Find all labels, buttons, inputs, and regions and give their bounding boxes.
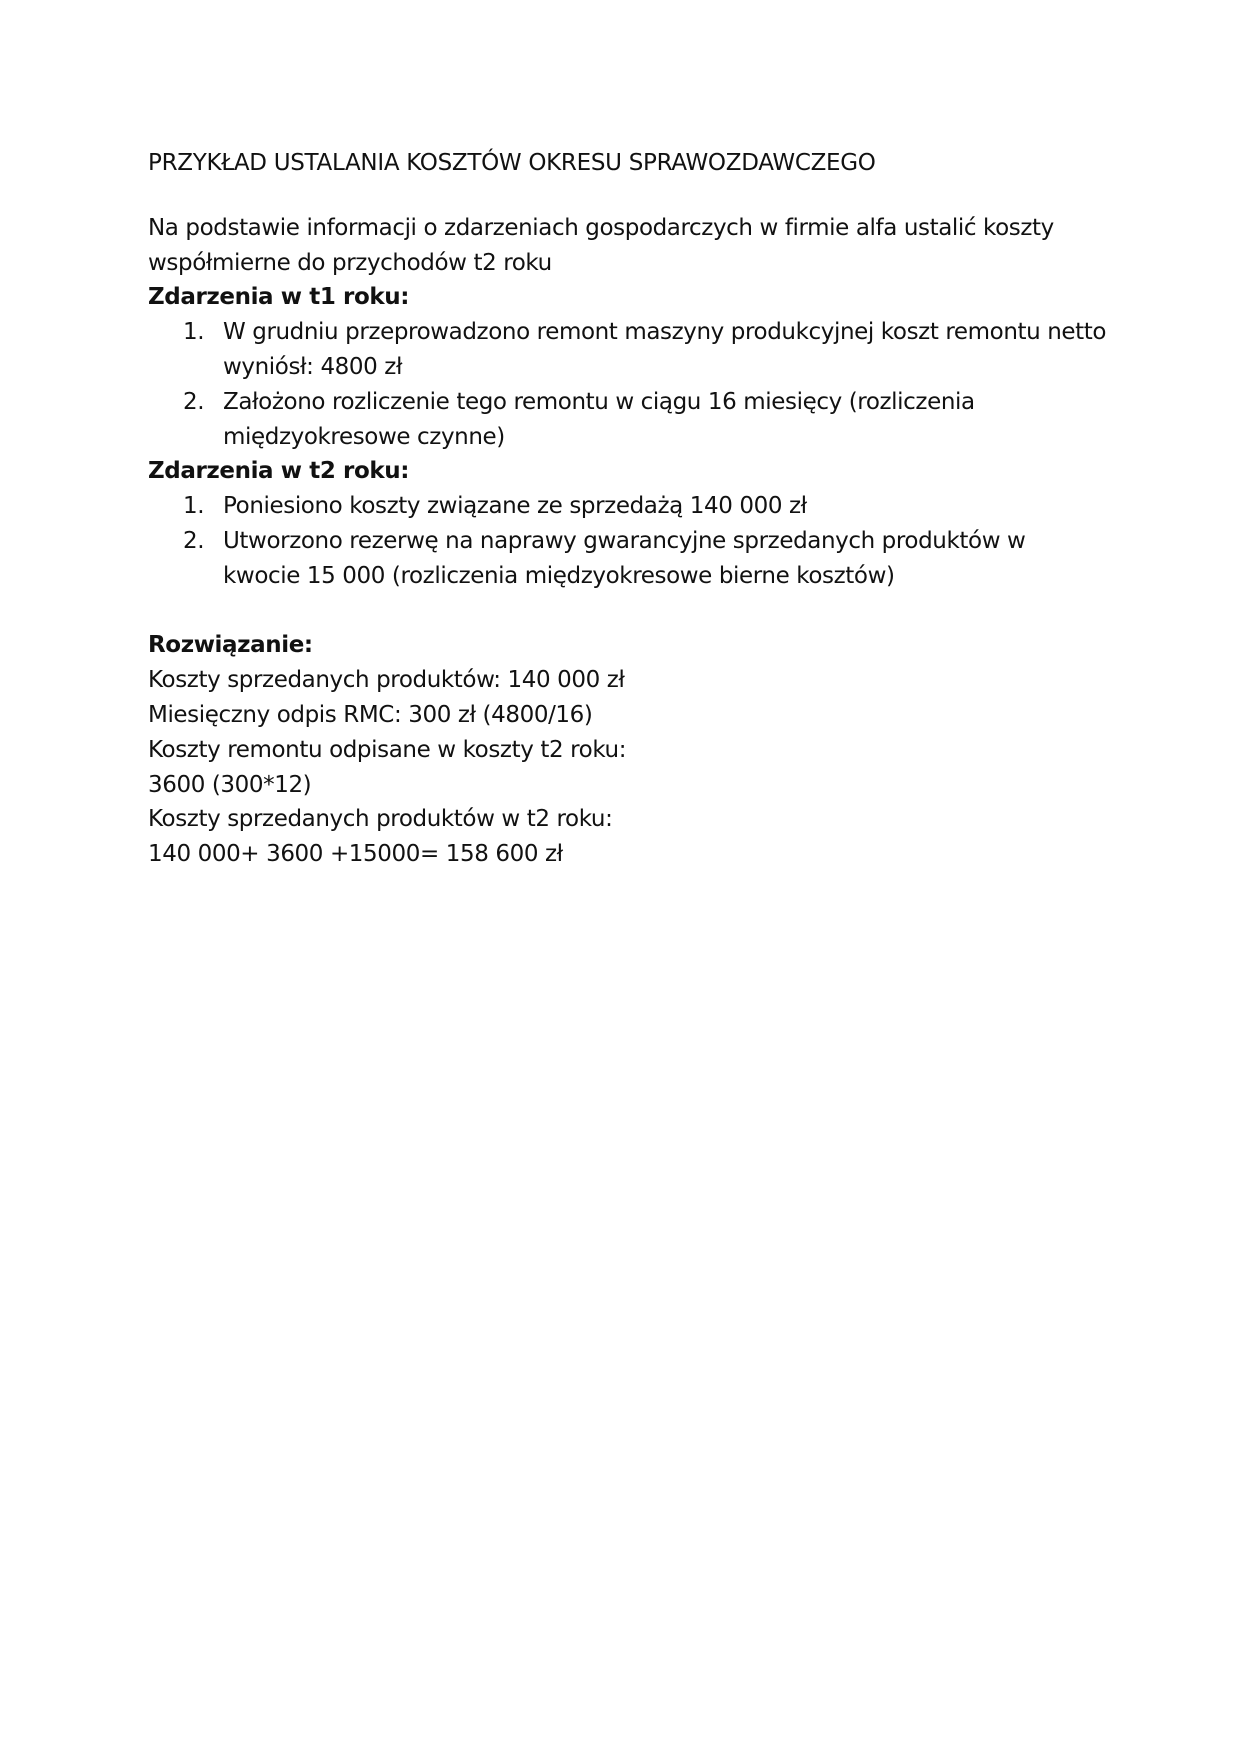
list-item [183, 524, 1108, 594]
intro-paragraph: Na podstawie informacji o zdarzeniach gospodarczych w firmie alfa ustalić koszty współmierne do przychodów t2 roku [148, 214, 1054, 276]
section-heading-t1: Zdarzenia w t1 roku: [148, 284, 410, 311]
solution-block [148, 663, 1108, 872]
spacer [148, 594, 1108, 629]
list-item [183, 385, 1108, 455]
solution-line: 3600 (300*12) [148, 771, 312, 798]
solution-line: Miesięczny odpis RMC: 300 zł (4800/16) [148, 701, 593, 728]
list-item [183, 489, 1108, 524]
solution-line: 140 000+ 3600 +15000= 158 600 zł [148, 841, 563, 868]
solution-line: Koszty remontu odpisane w koszty t2 roku: [148, 736, 627, 763]
list-item-number: 2. [183, 388, 205, 415]
list-item-text: Utworzono rezerwę na naprawy gwarancyjne sprzedanych produktów w kwocie 15 000 (rozliczenia międzyokresowe bierne kosztów) [223, 527, 1026, 589]
list-item-number: 1. [183, 319, 205, 346]
events-list-t2 [148, 489, 1108, 593]
solution-heading: Rozwiązanie: [148, 632, 313, 659]
list-item [183, 315, 1108, 385]
list-item-text: Założono rozliczenie tego remontu w ciągu 16 miesięcy (rozliczenia międzyokresowe czynne) [223, 388, 975, 450]
solution-line: Koszty sprzedanych produktów w t2 roku: [148, 806, 613, 833]
list-item-text: W grudniu przeprowadzono remont maszyny produkcyjnej koszt remontu netto wyniósł: 4800 zł [223, 319, 1107, 380]
document-title: PRZYKŁAD USTALANIA KOSZTÓW OKRESU SPRAWOZDAWCZEGO [148, 150, 876, 176]
document-page [148, 146, 1108, 872]
list-item-text: Poniesiono koszty związane ze sprzedażą 140 000 zł [223, 493, 807, 520]
section-heading-t2: Zdarzenia w t2 roku: [148, 458, 410, 485]
list-item-number: 2. [183, 527, 205, 554]
solution-line: Koszty sprzedanych produktów: 140 000 zł [148, 667, 625, 694]
list-item-number: 1. [183, 493, 205, 520]
events-list-t1 [148, 315, 1108, 454]
